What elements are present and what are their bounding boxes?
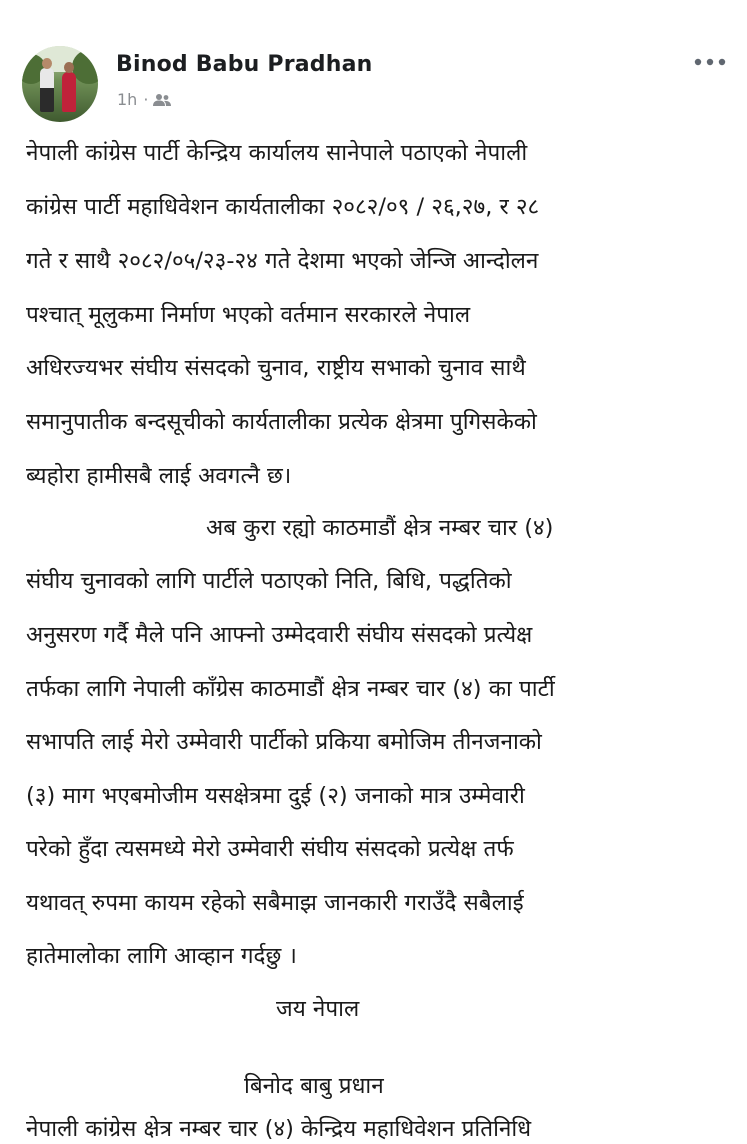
post-text-line: (३) माग भएबमोजीम यसक्षेत्रमा दुई (२) जनाको मात्र उम्मेवारी — [26, 783, 525, 809]
post-text-line: जय नेपाल — [276, 996, 360, 1022]
post-text-line: सभापति लाई मेरो उम्मेवारी पार्टीको प्रकिया बमोजिम तीनजनाको — [26, 729, 542, 755]
post-text-line: अब कुरा रह्यो काठमाडौं क्षेत्र नम्बर चार (४) — [206, 515, 554, 541]
post-text-line: अनुसरण गर्दै मैले पनि आफ्नो उम्मेदवारी संघीय संसदको प्रत्येक्ष — [26, 622, 533, 648]
post-text-line: अधिरज्यभर संघीय संसदको चुनाव, राष्ट्रीय सभाको चुनाव साथै — [26, 355, 526, 381]
timestamp[interactable]: 1h — [117, 90, 138, 109]
post-text-line: ब्यहोरा हामीसबै लाई अवगत्नै छ। — [26, 463, 292, 489]
friends-icon[interactable] — [153, 93, 171, 107]
post-text-line: नेपाली कांग्रेस क्षेत्र नम्बर चार (४) केन्द्रिय महाधिवेशन प्रतिनिधि — [26, 1116, 532, 1142]
post-text-line: संघीय चुनावको लागि पार्टीले पठाएको निति, बिधि, पद्धतिको — [26, 568, 512, 594]
post-text-line: परेको हुँदा त्यसमध्ये मेरो उम्मेवारी संघीय संसदको प्रत्येक्ष तर्फ — [26, 836, 514, 862]
post-header — [22, 46, 727, 118]
more-options-icon[interactable] — [693, 56, 727, 68]
post-text-line: बिनोद बाबु प्रधान — [244, 1073, 384, 1099]
post-text-line: नेपाली कांग्रेस पार्टी केन्द्रिय कार्यालय सानेपाले पठाएको नेपाली — [26, 140, 528, 166]
post-text-line: तर्फका लागि नेपाली काँग्रेस काठमाडौं क्षेत्र नम्बर चार (४) का पार्टी — [26, 676, 555, 702]
post-meta — [117, 90, 171, 109]
avatar[interactable] — [22, 46, 98, 122]
post-text-line: यथावत् रुपमा कायम रहेको सबैमाझ जानकारी गराउँदै सबैलाई — [26, 890, 524, 916]
post-text-line: कांग्रेस पार्टी महाधिवेशन कार्यतालीका २०८२/०९ / २६,२७, र २८ — [26, 194, 540, 220]
post-text-line: गते र साथै २०८२/०५/२३-२४ गते देशमा भएको जेन्जि आन्दोलन — [26, 248, 539, 274]
post-text-line: पश्चात् मूलुकमा निर्माण भएको वर्तमान सरकारले नेपाल — [26, 302, 471, 328]
post-text-line: हातेमालोका लागि आव्हान गर्दछु । — [26, 943, 297, 969]
author-name[interactable]: Binod Babu Pradhan — [116, 52, 373, 77]
post-text-line: समानुपातीक बन्दसूचीको कार्यतालीका प्रत्येक क्षेत्रमा पुगिसकेको — [26, 409, 537, 435]
meta-separator: · — [143, 90, 149, 109]
